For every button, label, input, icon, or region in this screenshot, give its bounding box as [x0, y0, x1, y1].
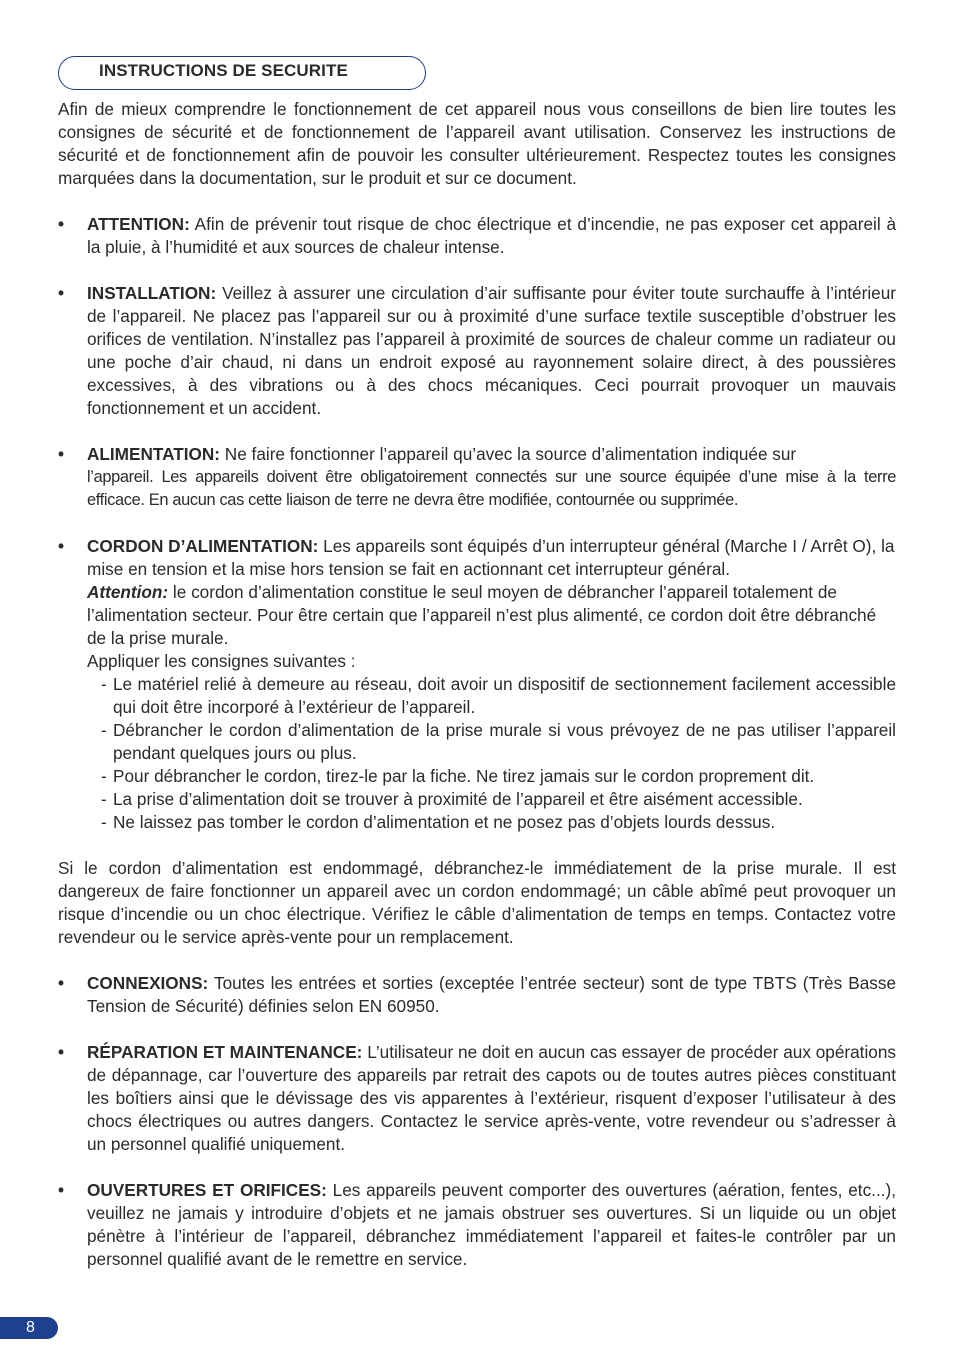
section-title: INSTRUCTIONS DE SECURITE — [58, 56, 426, 90]
dash-icon: - — [101, 789, 107, 809]
list-item-text: La prise d’alimentation doit se trouver à proximité de l’appareil et être aisément accessible. — [113, 789, 803, 809]
list-item-text: Pour débrancher le cordon, tirez-le par la fiche. Ne tirez jamais sur le cordon proprement dit. — [113, 766, 815, 786]
bullet-icon: • — [58, 1042, 65, 1062]
installation-text: Veillez à assurer une circulation d’air suffisante pour éviter toute surchauffe à l’intérieur de l’appareil. Ne placez pas l’appareil sur ou à proximité d’une surface textile susceptible d’obstruer les orifices de ventilation. N’installez pas l’appareil à proximité de sources de chaleur comme un radiateur ou une poche d’air chaud, ni dans un endroit exposé au rayonnement solaire direct, à des poussières excessives, à des vibrations ou à des chocs mécaniques. Ceci pourrait provoquer un mauvais fonctionnement et un accident. — [87, 283, 896, 418]
alimentation-item — [58, 443, 896, 512]
connexions-label: CONNEXIONS: — [87, 973, 209, 993]
alimentation-label: ALIMENTATION: — [87, 444, 221, 464]
document-page — [58, 56, 896, 1271]
reparation-label: RÉPARATION ET MAINTENANCE: — [87, 1042, 363, 1062]
ouvertures-label: OUVERTURES ET ORIFICES: — [87, 1180, 327, 1200]
dash-icon: - — [101, 720, 107, 740]
damage-paragraph: Si le cordon d’alimentation est endommagé, débranchez-le immédiatement de la prise murale. Il est dangereux de faire fonctionner un appareil avec un cordon endommagé; un câble abîmé peut provoquer un risque d’incendie ou un choc électrique. Vérifiez le câble d’alimentation de temps en temps. Contactez votre revendeur ou le service après-vente pour un remplacement. — [58, 858, 896, 947]
cordon-item — [58, 535, 896, 834]
list-item — [101, 673, 896, 719]
dash-icon: - — [101, 812, 107, 832]
page-number-badge: 8 — [0, 1317, 58, 1339]
cordon-instructions-list — [87, 673, 896, 834]
intro-paragraph: Afin de mieux comprendre le fonctionnement de cet appareil nous vous conseillons de bien lire toutes les consignes de sécurité et de fonctionnement de l’appareil avant utilisation. Conservez les instructions de sécurité et de fonctionnement afin de pouvoir les consulter ultérieurement. Respectez toutes les consignes marquées dans la documentation, sur le produit et sur ce document. — [58, 99, 896, 188]
list-item — [101, 719, 896, 765]
list-item — [101, 811, 896, 834]
reparation-item — [58, 1041, 896, 1156]
connexions-item — [58, 972, 896, 1018]
attention-label: ATTENTION: — [87, 214, 190, 234]
bullet-icon: • — [58, 973, 65, 993]
list-item — [101, 788, 896, 811]
bullet-icon: • — [58, 283, 65, 303]
attention-item — [58, 213, 896, 259]
dash-icon: - — [101, 674, 107, 694]
cordon-text: Les appareils sont équipés d’un interrupteur général (Marche I / Arrêt O), la mise en tension et la mise hors tension se fait en actionnant cet interrupteur général. — [87, 536, 895, 579]
dash-icon: - — [101, 766, 107, 786]
list-item-text: Débrancher le cordon d’alimentation de la prise murale si vous prévoyez de ne pas utiliser l’appareil pendant quelques jours ou plus. — [113, 720, 896, 763]
cordon-apply-text: Appliquer les consignes suivantes : — [87, 651, 356, 671]
bullet-icon: • — [58, 1180, 65, 1200]
list-item — [101, 765, 896, 788]
ouvertures-item — [58, 1179, 896, 1271]
connexions-text: Toutes les entrées et sorties (exceptée l’entrée secteur) sont de type TBTS (Très Basse Tension de Sécurité) définies selon EN 60950. — [87, 973, 896, 1016]
installation-item — [58, 282, 896, 420]
cordon-label: CORDON D’ALIMENTATION: — [87, 536, 319, 556]
bullet-icon: • — [58, 444, 65, 464]
cordon-attention-text: le cordon d’alimentation constitue le seul moyen de débrancher l’appareil totalement de l’alimentation secteur. Pour être certain que l’appareil n’est plus alimenté, ce cordon doit être débranché de la prise murale. — [87, 582, 877, 648]
bullet-icon: • — [58, 214, 65, 234]
installation-label: INSTALLATION: — [87, 283, 217, 303]
bullet-icon: • — [58, 536, 65, 556]
ouvertures-text: Les appareils peuvent comporter des ouvertures (aération, fentes, etc...), veuillez ne jamais y introduire d’objets et ne jamais obstruer ses ouvertures. Si un liquide ou un objet pénètre à l’intérieur de l’appareil, débranchez immédiatement l’appareil et faites-le contrôler par un personnel qualifié avant de le remettre en service. — [87, 1180, 896, 1269]
list-item-text: Le matériel relié à demeure au réseau, doit avoir un dispositif de sectionnement facilement accessible qui doit être incorporé à l’extérieur de l’appareil. — [113, 674, 896, 717]
list-item-text: Ne laissez pas tomber le cordon d’alimentation et ne posez pas d’objets lourds dessus. — [113, 812, 776, 832]
alimentation-text-first: Ne faire fonctionner l’appareil qu’avec la source d’alimentation indiquée sur — [220, 444, 797, 464]
reparation-text: L’utilisateur ne doit en aucun cas essayer de procéder aux opérations de dépannage, car l’ouverture des appareils par retrait des capots ou de toutes autres pièces constituant les boîtiers ainsi que le dévissage des vis apparentes à l’extérieur, risquent d’exposer l’utilisateur à des chocs électriques ou autres dangers. Contactez le service après-vente, votre revendeur ou s’adresser à un personnel qualifié uniquement. — [87, 1042, 896, 1154]
cordon-attention-label: Attention: — [87, 582, 169, 602]
alimentation-text-rest: l’appareil. Les appareils doivent être obligatoirement connectés sur une source équipée d’une mise à la terre efficace. En aucun cas cette liaison de terre ne devra être modifiée, contournée ou supprimée. — [87, 468, 896, 509]
attention-text: Afin de prévenir tout risque de choc électrique et d’incendie, ne pas exposer cet appareil à la pluie, à l’humidité et aux sources de chaleur intense. — [87, 214, 896, 257]
